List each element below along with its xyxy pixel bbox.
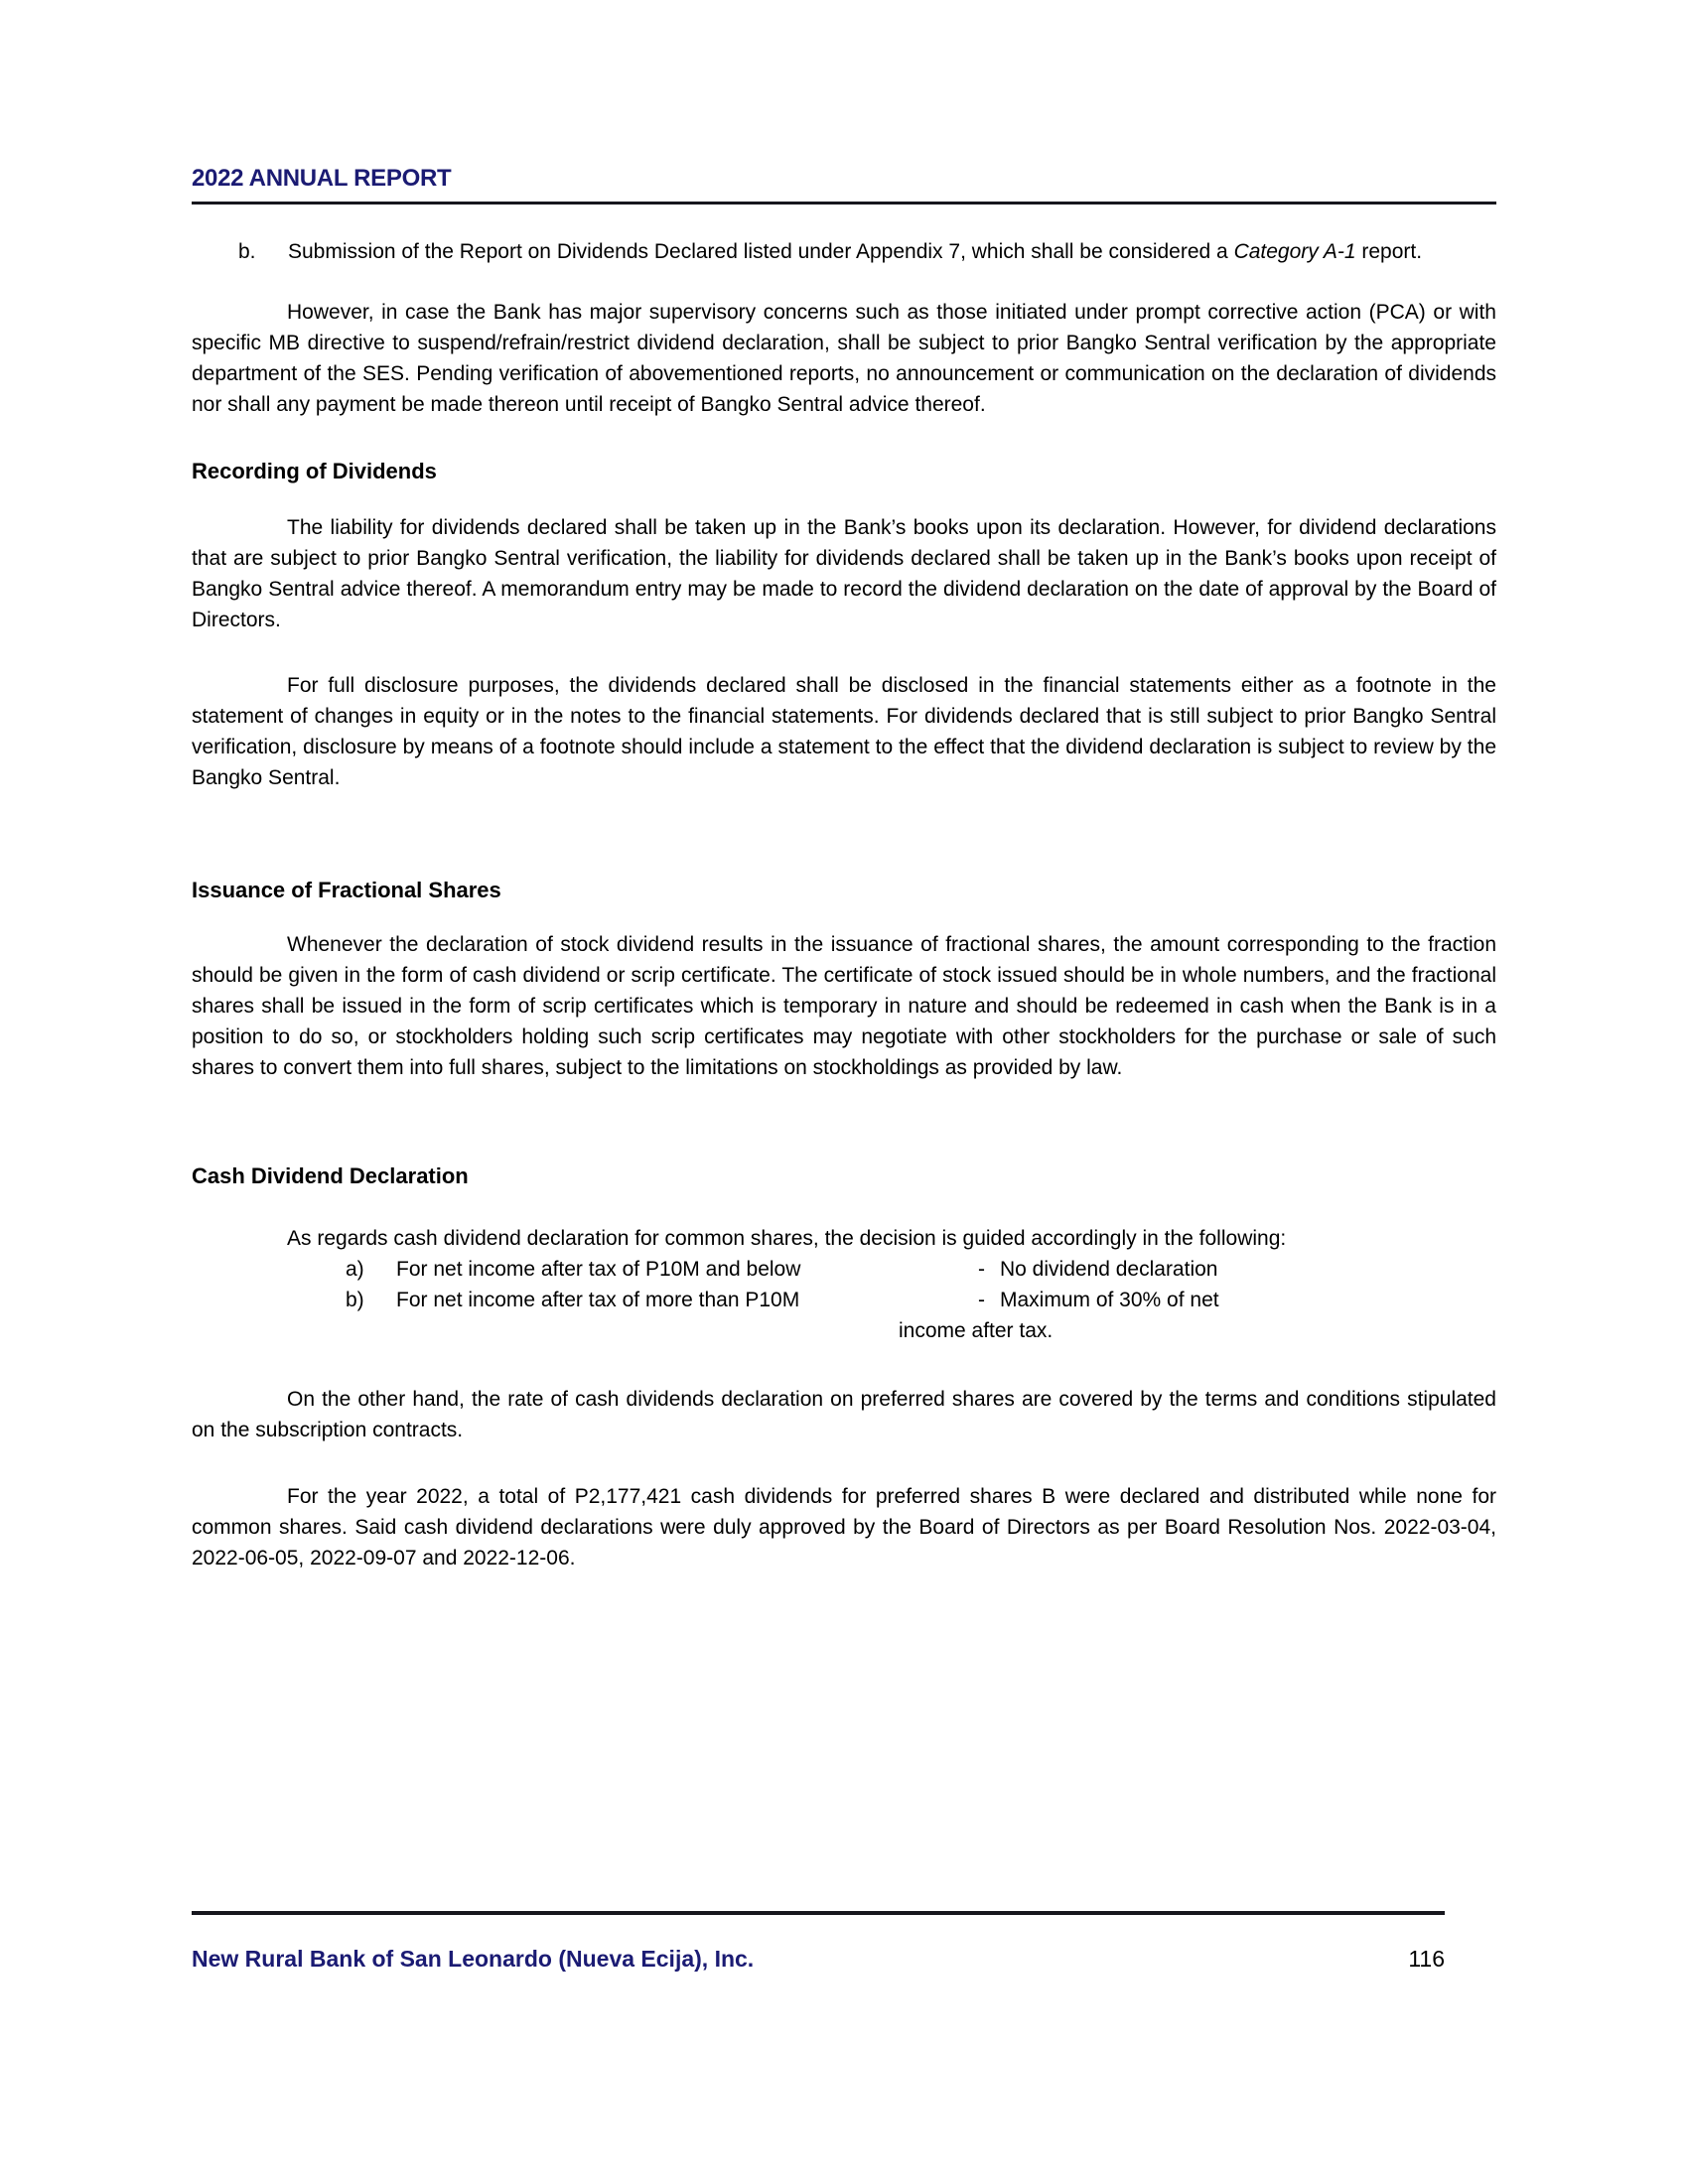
rule-b-marker: b) [346,1289,364,1311]
heading-issuance-of-fractional-shares: Issuance of Fractional Shares [192,878,501,902]
report-title: 2022 ANNUAL REPORT [192,165,452,192]
footer-page-number: 116 [1408,1946,1445,1972]
list-item-b-marker: b. [238,240,256,263]
paragraph-supervisory-concerns: However, in case the Bank has major supervisory concerns such as those initiated under prompt corrective action (PCA) or with specific MB directive to suspend/refrain/restrict dividend declaration, shall be subject to prior Bangko Sentral verification by the appropriate department of the SES. Pending verification of abovementioned reports, no announcement or communication on the declaration of dividends nor shall any payment be made thereon until receipt of Bangko Sentral advice thereof. [192,301,1496,416]
rule-b-result-continuation: income after tax. [899,1319,1054,1342]
list-item-b [192,236,1496,267]
rule-a-marker: a) [346,1258,364,1281]
rule-b-result: Maximum of 30% of net [1000,1289,1219,1311]
rule-a-dash: - [978,1258,985,1281]
rule-a-condition: For net income after tax of P10M and below [396,1258,801,1281]
paragraph-fractional-shares: Whenever the declaration of stock dividend results in the issuance of fractional shares, the amount corresponding to the fraction should be given in the form of cash dividend or scrip certificate. The certificate of stock issued should be in whole numbers, and the fractional shares shall be issued in the form of scrip certificates which is temporary in nature and should be redeemed in cash when the Bank is in a position to do so, or stockholders holding such scrip certificates may negotiate with other stockholders for the purchase or sale of such shares to convert them into full shares, subject to the limitations on stockholdings as provided by law. [192,933,1496,1079]
rule-b-condition: For net income after tax of more than P10M [396,1289,800,1311]
footer-bank-name: New Rural Bank of San Leonardo (Nueva Ecija), Inc. [192,1946,755,1972]
rule-b-dash: - [978,1289,985,1311]
list-item-b-text [288,236,1496,267]
page-footer [192,1911,1445,1974]
paragraph-disclosure: For full disclosure purposes, the dividends declared shall be disclosed in the financial statements either as a footnote in the statement of changes in equity or in the notes to the financial statements. For dividends declared that is still subject to prior Bangko Sentral verification, disclosure by means of a footnote should include a statement to the effect that the dividend declaration is subject to review by the Bangko Sentral. [192,674,1496,789]
heading-recording-of-dividends: Recording of Dividends [192,459,437,483]
list-item-b-text-after: report. [1355,240,1423,263]
paragraph-liability: The liability for dividends declared shall be taken up in the Bank’s books upon its declaration. However, for dividend declarations that are subject to prior Bangko Sentral verification, the liability for dividends declared shall be taken up in the Bank’s books upon receipt of Bangko Sentral advice thereof. A memorandum entry may be made to record the dividend declaration on the date of approval by the Board of Directors. [192,516,1496,631]
paragraph-cash-intro: As regards cash dividend declaration for common shares, the decision is guided accordingly in the following: [287,1227,1287,1250]
paragraph-preferred-shares: On the other hand, the rate of cash dividends declaration on preferred shares are covered by the terms and conditions stipulated on the subscription contracts. [192,1388,1496,1441]
list-item-b-text-before: Submission of the Report on Dividends Declared listed under Appendix 7, which shall be considered a [288,240,1234,263]
list-item [192,1254,1496,1285]
cash-dividend-rules-list [192,1254,1496,1346]
page-header [192,163,1496,205]
heading-cash-dividend-declaration: Cash Dividend Declaration [192,1163,469,1188]
page-content [192,0,1496,1573]
list-item [192,1285,1496,1315]
rule-a-result: No dividend declaration [1000,1258,1218,1281]
list-item-b-category-italic: Category A-1 [1233,240,1356,263]
paragraph-year-2022-dividends: For the year 2022, a total of P2,177,421 cash dividends for preferred shares B were declared and distributed while none for common shares. Said cash dividend declarations were duly approved by the Board of Directors as per Board Resolution Nos. 2022-03-04, 2022-06-05, 2022-09-07 and 2022-12-06. [192,1485,1496,1570]
